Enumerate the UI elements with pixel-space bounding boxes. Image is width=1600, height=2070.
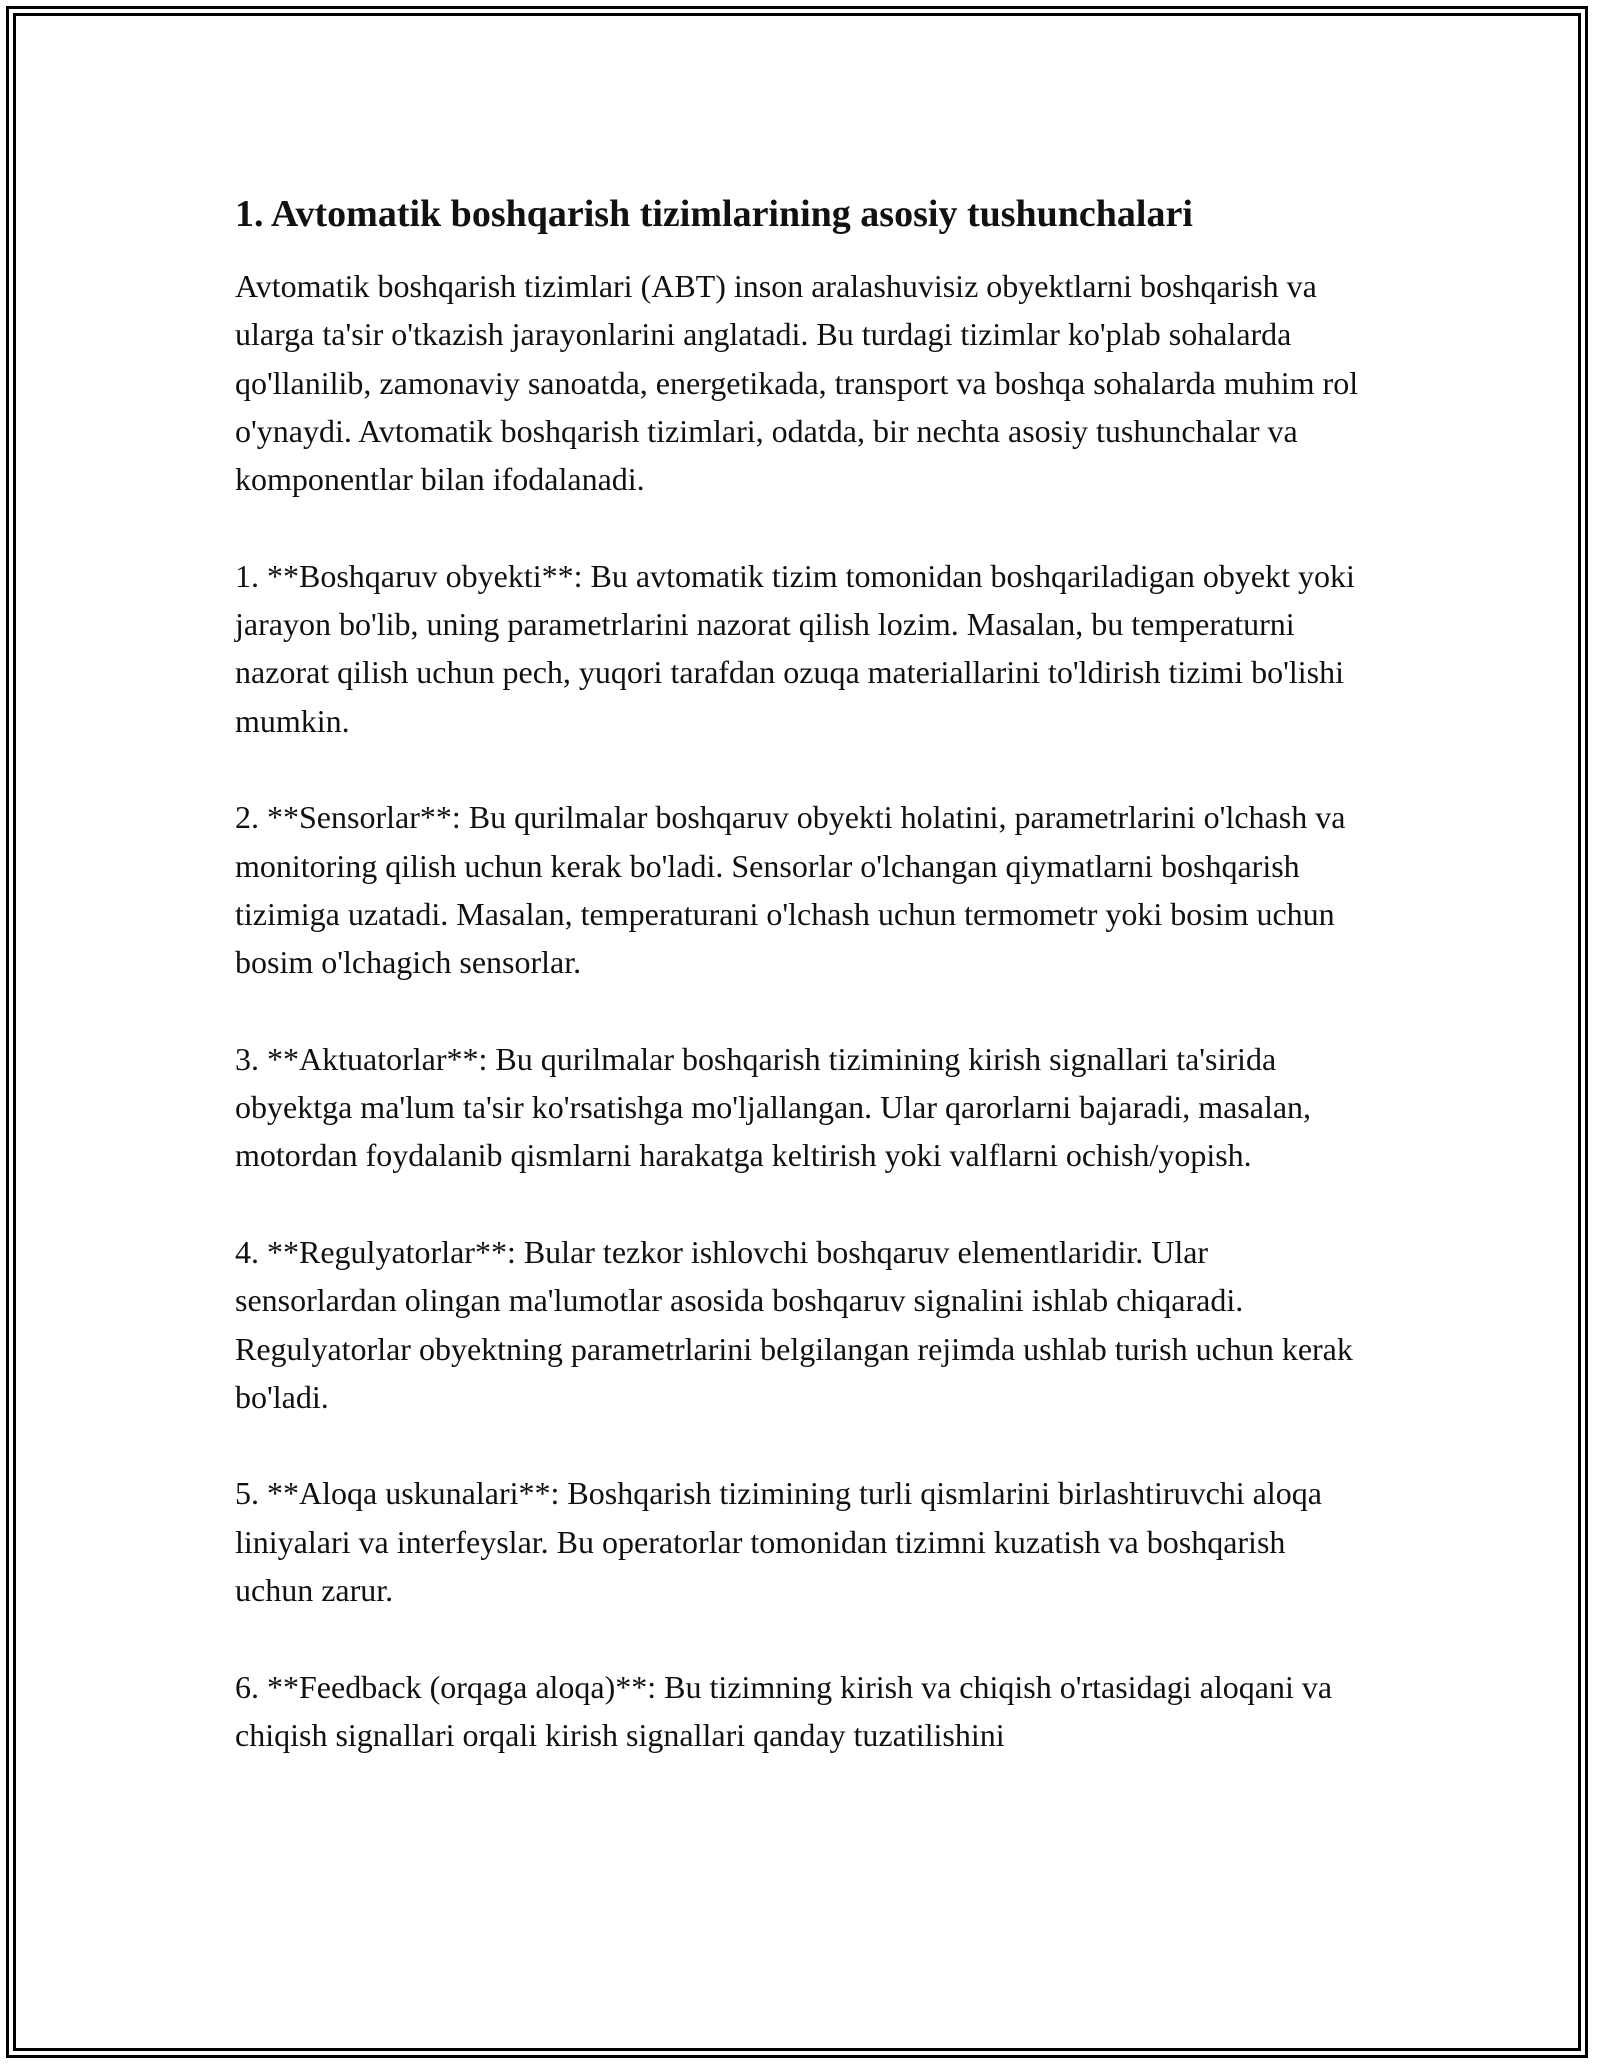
document-body: [235, 186, 1365, 1759]
list-item-feedback: 6. **Feedback (orqaga aloqa)**: Bu tizimning kirish va chiqish o'rtasidagi aloqani va chiqish signallari orqali kirish signallari qanday tuzatilishini: [235, 1668, 1333, 1753]
list-item-regulyatorlar: 4. **Regulyatorlar**: Bular tezkor ishlovchi boshqaruv elementlaridir. Ular sensorlardan olingan ma'lumotlar asosida boshqaruv signalini ishlab chiqaradi. Regulyatorlar obyektning parametrlarini belgilangan rejimda ushlab turish uchun kerak bo'ladi.: [235, 1233, 1353, 1415]
list-item-boshqaruv-obyekti: 1. **Boshqaruv obyekti**: Bu avtomatik tizim tomonidan boshqariladigan obyekt yoki jarayon bo'lib, uning parametrlarini nazorat qilish lozim. Masalan, bu temperaturni nazorat qilish uchun pech, yuqori tarafdan ozuqa materiallarini to'ldirish tizimi bo'lishi mumkin.: [235, 557, 1355, 739]
list-item-aktuatorlar: 3. **Aktuatorlar**: Bu qurilmalar boshqarish tizimining kirish signallari ta'sirida obyektga ma'lum ta'sir ko'rsatishga mo'ljallangan. Ular qarorlarni bajaradi, masalan, motordan foydalanib qismlarni harakatga keltirish yoki valflarni ochish/yopish.: [235, 1040, 1312, 1174]
list-item-aloqa-uskunalari: 5. **Aloqa uskunalari**: Boshqarish tizimining turli qismlarini birlashtiruvchi aloqa liniyalari va interfeyslar. Bu operatorlar tomonidan tizimni kuzatish va boshqarish uchun zarur.: [235, 1475, 1322, 1609]
intro-paragraph: Avtomatik boshqarish tizimlari (ABT) inson aralashuvisiz obyektlarni boshqarish va ularga ta'sir o'tkazish jarayonlarini anglatadi. Bu turdagi tizimlar ko'plab sohalarda qo'llanilib, zamonaviy sanoatda, energetikada, transport va boshqa sohalarda muhim rol o'ynaydi. Avtomatik boshqarish tizimlari, odatda, bir nechta asosiy tushunchalar va komponentlar bilan ifodalanadi.: [235, 268, 1359, 498]
section-heading: 1. Avtomatik boshqarish tizimlarining asosiy tushunchalari: [235, 193, 1193, 235]
list-item-sensorlar: 2. **Sensorlar**: Bu qurilmalar boshqaruv obyekti holatini, parametrlarini o'lchash va monitoring qilish uchun kerak bo'ladi. Sensorlar o'lchangan qiymatlarni boshqarish tizimiga uzatadi. Masalan, temperaturani o'lchash uchun termometr yoki bosim uchun bosim o'lchagich sensorlar.: [235, 799, 1346, 981]
